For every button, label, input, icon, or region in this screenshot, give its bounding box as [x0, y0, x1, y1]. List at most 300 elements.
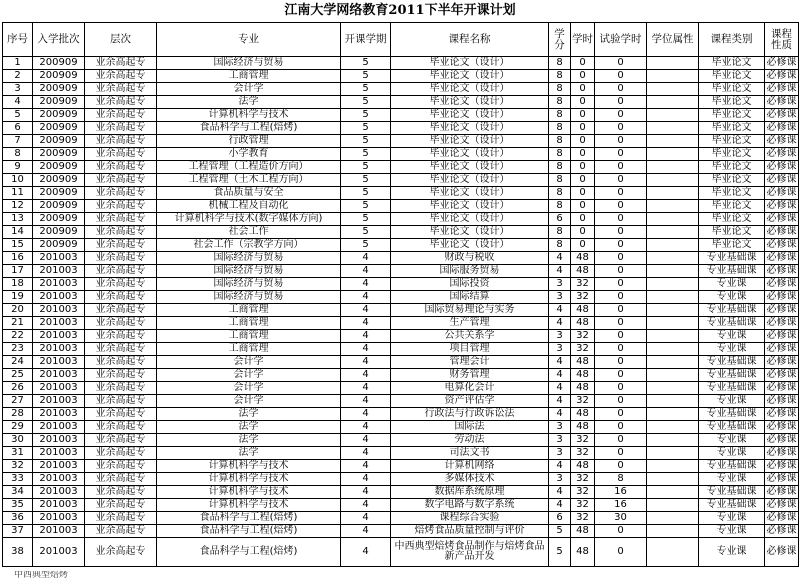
table-cell: 毕业论文 — [699, 226, 765, 239]
table-cell: 13 — [3, 213, 33, 226]
table-cell: 201003 — [33, 538, 85, 567]
table-cell: 3 — [549, 473, 571, 486]
table-cell: 4 — [341, 486, 391, 499]
table-cell: 12 — [3, 200, 33, 213]
table-cell: 201003 — [33, 473, 85, 486]
table-cell: 专业基础课 — [699, 486, 765, 499]
table-cell: 专业课 — [699, 512, 765, 525]
table-cell: 4 — [549, 317, 571, 330]
table-cell: 专业基础课 — [699, 356, 765, 369]
table-cell: 社会工作（宗教学方向） — [157, 239, 341, 252]
table-cell: 1 — [3, 57, 33, 70]
table-cell: 必修课 — [766, 278, 797, 289]
table-cell: 业余高起专 — [85, 278, 157, 291]
table-cell: 32 — [571, 473, 595, 486]
table-cell: 18 — [3, 278, 33, 291]
table-cell: 4 — [341, 421, 391, 434]
table-cell: 专业课 — [699, 330, 765, 343]
table-cell: 资产评估学 — [391, 395, 549, 408]
table-cell: 4 — [341, 330, 391, 343]
table-cell: 必修课 — [766, 213, 797, 224]
table-cell — [647, 226, 699, 239]
table-cell: 业余高起专 — [85, 135, 157, 148]
table-row — [3, 187, 799, 200]
table-cell: 32 — [571, 486, 595, 499]
table-cell: 毕业论文 — [699, 161, 765, 174]
table-cell: 48 — [571, 382, 595, 395]
table-cell: 48 — [571, 525, 595, 538]
table-cell: 4 — [549, 356, 571, 369]
table-cell: 201003 — [33, 382, 85, 395]
table-cell: 0 — [595, 278, 647, 291]
table-cell — [647, 460, 699, 473]
table-cell: 毕业论文（设计） — [391, 109, 549, 122]
table-cell: 业余高起专 — [85, 512, 157, 525]
table-cell: 200909 — [33, 135, 85, 148]
table-cell: 4 — [341, 408, 391, 421]
table-cell: 8 — [549, 226, 571, 239]
table-cell: 17 — [3, 265, 33, 278]
table-cell — [647, 317, 699, 330]
table-cell: 200909 — [33, 70, 85, 83]
table-cell: 专业基础课 — [699, 265, 765, 278]
table-cell: 必修课 — [766, 226, 797, 237]
table-cell: 专业基础课 — [699, 382, 765, 395]
table-cell: 计算机科学与技术 — [157, 109, 341, 122]
table-cell: 0 — [595, 382, 647, 395]
table-cell: 24 — [3, 356, 33, 369]
table-cell: 必修课 — [766, 421, 797, 432]
table-cell: 业余高起专 — [85, 83, 157, 96]
table-row — [3, 278, 799, 291]
table-cell: 5 — [341, 187, 391, 200]
table-cell: 201003 — [33, 447, 85, 460]
table-cell: 35 — [3, 499, 33, 512]
table-cell: 32 — [571, 512, 595, 525]
table-cell: 200909 — [33, 57, 85, 70]
table-row — [3, 226, 799, 239]
table-cell: 业余高起专 — [85, 304, 157, 317]
table-cell: 0 — [571, 57, 595, 70]
table-cell: 3 — [549, 434, 571, 447]
table-cell: 必修课 — [766, 70, 797, 81]
table-cell: 毕业论文（设计） — [391, 174, 549, 187]
table-cell: 4 — [549, 252, 571, 265]
table-row — [3, 473, 799, 486]
table-cell: 多媒体技术 — [391, 473, 549, 486]
table-cell: 0 — [595, 460, 647, 473]
table-cell: 毕业论文 — [699, 83, 765, 96]
table-cell: 48 — [571, 460, 595, 473]
table-cell: 业余高起专 — [85, 317, 157, 330]
table-cell: 业余高起专 — [85, 109, 157, 122]
column-header: 层次 — [85, 23, 157, 57]
table-cell: 48 — [571, 252, 595, 265]
table-cell: 业余高起专 — [85, 96, 157, 109]
table-cell — [647, 447, 699, 460]
table-cell — [647, 122, 699, 135]
table-row — [3, 330, 799, 343]
table-cell: 毕业论文（设计） — [391, 122, 549, 135]
table-cell: 48 — [571, 356, 595, 369]
table-cell: 业余高起专 — [85, 200, 157, 213]
table-cell: 工程管理（土木工程方向） — [157, 174, 341, 187]
table-cell: 2 — [3, 70, 33, 83]
table-cell: 201003 — [33, 291, 85, 304]
table-cell: 200909 — [33, 109, 85, 122]
table-cell: 0 — [595, 252, 647, 265]
table-cell: 社会工作 — [157, 226, 341, 239]
table-cell: 必修课 — [766, 304, 797, 315]
table-row — [3, 447, 799, 460]
table-row — [3, 395, 799, 408]
table-cell: 0 — [571, 200, 595, 213]
table-cell: 毕业论文 — [699, 148, 765, 161]
table-cell: 国际经济与贸易 — [157, 57, 341, 70]
table-cell: 会计学 — [157, 369, 341, 382]
table-cell: 0 — [595, 356, 647, 369]
table-cell: 0 — [595, 265, 647, 278]
table-cell: 200909 — [33, 200, 85, 213]
table-cell: 业余高起专 — [85, 330, 157, 343]
table-row — [3, 109, 799, 122]
table-cell: 25 — [3, 369, 33, 382]
table-cell: 国际经济与贸易 — [157, 291, 341, 304]
table-cell — [647, 356, 699, 369]
table-cell: 0 — [595, 70, 647, 83]
table-cell: 0 — [595, 434, 647, 447]
table-cell: 食品质量与安全 — [157, 187, 341, 200]
table-row — [3, 356, 799, 369]
table-cell: 必修课 — [766, 265, 797, 276]
table-cell: 201003 — [33, 304, 85, 317]
table-cell: 0 — [571, 239, 595, 252]
table-cell: 会计学 — [157, 395, 341, 408]
table-cell: 业余高起专 — [85, 343, 157, 356]
table-cell: 业余高起专 — [85, 473, 157, 486]
table-cell: 食品科学与工程(焙烤) — [157, 538, 341, 567]
table-cell — [647, 109, 699, 122]
table-cell: 毕业论文 — [699, 200, 765, 213]
table-cell: 毕业论文（设计） — [391, 161, 549, 174]
table-cell — [647, 148, 699, 161]
table-cell: 0 — [595, 447, 647, 460]
table-cell: 计算机科学与技术 — [157, 486, 341, 499]
table-cell: 0 — [595, 161, 647, 174]
table-cell: 业余高起专 — [85, 421, 157, 434]
table-cell: 法学 — [157, 96, 341, 109]
table-cell — [647, 382, 699, 395]
table-cell: 23 — [3, 343, 33, 356]
table-cell: 16 — [595, 499, 647, 512]
table-cell: 48 — [571, 369, 595, 382]
table-cell: 工商管理 — [157, 317, 341, 330]
table-cell: 4 — [341, 434, 391, 447]
column-header: 入学批次 — [33, 23, 85, 57]
table-cell: 毕业论文 — [699, 239, 765, 252]
table-row — [3, 239, 799, 252]
table-cell: 4 — [341, 499, 391, 512]
table-cell — [647, 265, 699, 278]
table-body — [3, 57, 799, 567]
table-cell: 4 — [341, 473, 391, 486]
table-cell: 工商管理 — [157, 304, 341, 317]
table-cell: 业余高起专 — [85, 395, 157, 408]
table-cell: 业余高起专 — [85, 538, 157, 567]
table-cell: 必修课 — [766, 408, 797, 419]
table-cell: 法学 — [157, 408, 341, 421]
table-cell: 0 — [595, 226, 647, 239]
table-cell: 4 — [549, 382, 571, 395]
table-cell: 8 — [549, 135, 571, 148]
table-cell: 8 — [549, 200, 571, 213]
table-cell: 4 — [549, 499, 571, 512]
table-cell: 毕业论文（设计） — [391, 57, 549, 70]
table-row — [3, 460, 799, 473]
table-row — [3, 382, 799, 395]
table-cell: 专业课 — [699, 343, 765, 356]
table-cell: 0 — [595, 304, 647, 317]
table-cell: 国际经济与贸易 — [157, 265, 341, 278]
table-cell: 财务管理 — [391, 369, 549, 382]
table-row — [3, 291, 799, 304]
table-cell: 4 — [341, 395, 391, 408]
table-cell: 4 — [341, 538, 391, 567]
table-cell: 0 — [595, 135, 647, 148]
table-cell: 0 — [595, 408, 647, 421]
table-cell: 4 — [549, 304, 571, 317]
table-cell: 0 — [595, 525, 647, 538]
table-cell: 必修课 — [766, 356, 797, 367]
table-cell: 48 — [571, 538, 595, 567]
table-cell: 毕业论文（设计） — [391, 213, 549, 226]
table-cell: 食品科学与工程(焙烤) — [157, 122, 341, 135]
table-cell: 5 — [341, 83, 391, 96]
table-cell: 必修课 — [766, 57, 797, 68]
table-cell: 国际投资 — [391, 278, 549, 291]
table-cell — [647, 473, 699, 486]
table-cell: 3 — [549, 421, 571, 434]
table-cell: 48 — [571, 408, 595, 421]
table-cell: 0 — [595, 57, 647, 70]
table-cell — [647, 304, 699, 317]
table-cell: 34 — [3, 486, 33, 499]
table-cell: 201003 — [33, 343, 85, 356]
table-cell — [647, 70, 699, 83]
table-cell: 11 — [3, 187, 33, 200]
table-cell: 食品科学与工程(焙烤) — [157, 525, 341, 538]
table-cell: 计算机网络 — [391, 460, 549, 473]
table-cell: 201003 — [33, 369, 85, 382]
table-cell: 0 — [595, 343, 647, 356]
table-cell: 8 — [549, 239, 571, 252]
column-header: 学位属性 — [647, 23, 699, 57]
table-cell — [647, 161, 699, 174]
table-cell: 行政法与行政诉讼法 — [391, 408, 549, 421]
table-cell: 5 — [341, 148, 391, 161]
table-cell: 200909 — [33, 122, 85, 135]
table-cell: 必修课 — [766, 135, 797, 146]
table-cell: 0 — [595, 538, 647, 567]
table-cell: 22 — [3, 330, 33, 343]
table-row — [3, 96, 799, 109]
table-cell: 必修课 — [766, 382, 797, 393]
table-cell: 业余高起专 — [85, 70, 157, 83]
table-cell: 专业课 — [699, 538, 765, 567]
table-row — [3, 213, 799, 226]
table-row — [3, 434, 799, 447]
table-cell: 专业课 — [699, 473, 765, 486]
table-cell: 16 — [3, 252, 33, 265]
table-cell: 0 — [595, 200, 647, 213]
table-cell: 15 — [3, 239, 33, 252]
table-cell: 4 — [341, 252, 391, 265]
table-row — [3, 512, 799, 525]
table-cell: 必修课 — [766, 330, 797, 341]
table-cell: 4 — [341, 356, 391, 369]
table-cell: 专业基础课 — [699, 460, 765, 473]
table-cell: 5 — [341, 174, 391, 187]
table-cell: 6 — [3, 122, 33, 135]
table-cell — [647, 486, 699, 499]
table-row — [3, 57, 799, 70]
table-cell — [647, 174, 699, 187]
table-cell: 必修课 — [766, 512, 797, 523]
table-cell: 4 — [341, 512, 391, 525]
table-cell: 26 — [3, 382, 33, 395]
table-cell: 48 — [571, 421, 595, 434]
table-cell — [647, 538, 699, 567]
table-row — [3, 408, 799, 421]
table-cell: 专业基础课 — [699, 252, 765, 265]
table-cell: 6 — [549, 512, 571, 525]
table-cell: 毕业论文 — [699, 135, 765, 148]
table-cell: 0 — [595, 317, 647, 330]
table-cell — [647, 96, 699, 109]
table-cell: 200909 — [33, 213, 85, 226]
table-cell: 毕业论文（设计） — [391, 96, 549, 109]
table-cell: 业余高起专 — [85, 252, 157, 265]
table-row — [3, 70, 799, 83]
table-cell: 4 — [549, 395, 571, 408]
table-cell: 8 — [549, 161, 571, 174]
table-cell: 0 — [595, 421, 647, 434]
table-cell: 48 — [571, 304, 595, 317]
table-cell: 必修课 — [766, 486, 797, 497]
column-header: 学分 — [549, 23, 571, 57]
table-cell — [647, 187, 699, 200]
table-cell: 0 — [571, 83, 595, 96]
table-cell: 30 — [3, 434, 33, 447]
table-cell: 37 — [3, 525, 33, 538]
table-cell: 4 — [549, 408, 571, 421]
table-cell: 3 — [549, 278, 571, 291]
table-cell — [647, 135, 699, 148]
table-cell: 业余高起专 — [85, 291, 157, 304]
table-row — [3, 421, 799, 434]
table-cell: 0 — [571, 174, 595, 187]
footer-text: 中西典型焙烤 — [14, 571, 69, 578]
table-cell: 48 — [571, 317, 595, 330]
table-cell: 32 — [571, 395, 595, 408]
table-cell: 生产管理 — [391, 317, 549, 330]
table-cell: 毕业论文（设计） — [391, 70, 549, 83]
table-cell — [647, 278, 699, 291]
table-cell: 32 — [571, 343, 595, 356]
table-cell: 司法文书 — [391, 447, 549, 460]
table-cell: 国际结算 — [391, 291, 549, 304]
table-cell: 0 — [571, 161, 595, 174]
table-cell: 8 — [595, 473, 647, 486]
table-cell: 焙烤食品质量控制与评价 — [391, 525, 549, 538]
table-cell: 小学教育 — [157, 148, 341, 161]
table-cell: 食品科学与工程(焙烤) — [157, 512, 341, 525]
table-cell: 5 — [341, 122, 391, 135]
table-cell: 5 — [341, 239, 391, 252]
table-cell — [647, 369, 699, 382]
table-cell: 毕业论文 — [699, 187, 765, 200]
table-cell: 业余高起专 — [85, 226, 157, 239]
table-cell: 8 — [549, 187, 571, 200]
table-cell: 毕业论文（设计） — [391, 226, 549, 239]
table-cell: 8 — [549, 174, 571, 187]
table-cell: 4 — [549, 369, 571, 382]
table-cell: 32 — [571, 330, 595, 343]
column-header: 课程性质 — [765, 23, 799, 57]
table-cell: 毕业论文（设计） — [391, 83, 549, 96]
table-cell: 0 — [571, 96, 595, 109]
table-cell: 毕业论文（设计） — [391, 135, 549, 148]
table-cell: 项目管理 — [391, 343, 549, 356]
table-cell: 业余高起专 — [85, 265, 157, 278]
table-cell — [647, 57, 699, 70]
table-cell: 行政管理 — [157, 135, 341, 148]
table-cell: 工程管理（工程造价方向） — [157, 161, 341, 174]
table-cell: 业余高起专 — [85, 499, 157, 512]
table-cell — [647, 213, 699, 226]
table-cell: 必修课 — [766, 395, 797, 406]
table-cell: 20 — [3, 304, 33, 317]
table-cell: 业余高起专 — [85, 148, 157, 161]
table-cell: 业余高起专 — [85, 382, 157, 395]
table-cell: 201003 — [33, 278, 85, 291]
table-cell: 专业基础课 — [699, 369, 765, 382]
table-cell: 国际经济与贸易 — [157, 278, 341, 291]
table-cell: 0 — [571, 187, 595, 200]
table-cell: 业余高起专 — [85, 525, 157, 538]
table-cell — [647, 408, 699, 421]
table-cell: 必修课 — [765, 538, 799, 567]
table-cell: 8 — [549, 96, 571, 109]
table-row — [3, 369, 799, 382]
table-cell: 业余高起专 — [85, 434, 157, 447]
table-cell: 32 — [571, 434, 595, 447]
table-cell: 专业课 — [699, 395, 765, 408]
table-cell: 0 — [571, 148, 595, 161]
table-cell: 201003 — [33, 265, 85, 278]
table-cell: 9 — [3, 161, 33, 174]
table-row — [3, 265, 799, 278]
table-cell: 48 — [571, 265, 595, 278]
table-cell: 毕业论文（设计） — [391, 200, 549, 213]
table-cell: 4 — [341, 291, 391, 304]
table-cell: 27 — [3, 395, 33, 408]
table-cell — [647, 395, 699, 408]
table-cell: 专业课 — [699, 434, 765, 447]
table-cell: 4 — [341, 447, 391, 460]
table-cell: 国际法 — [391, 421, 549, 434]
table-cell: 必修课 — [766, 187, 797, 198]
